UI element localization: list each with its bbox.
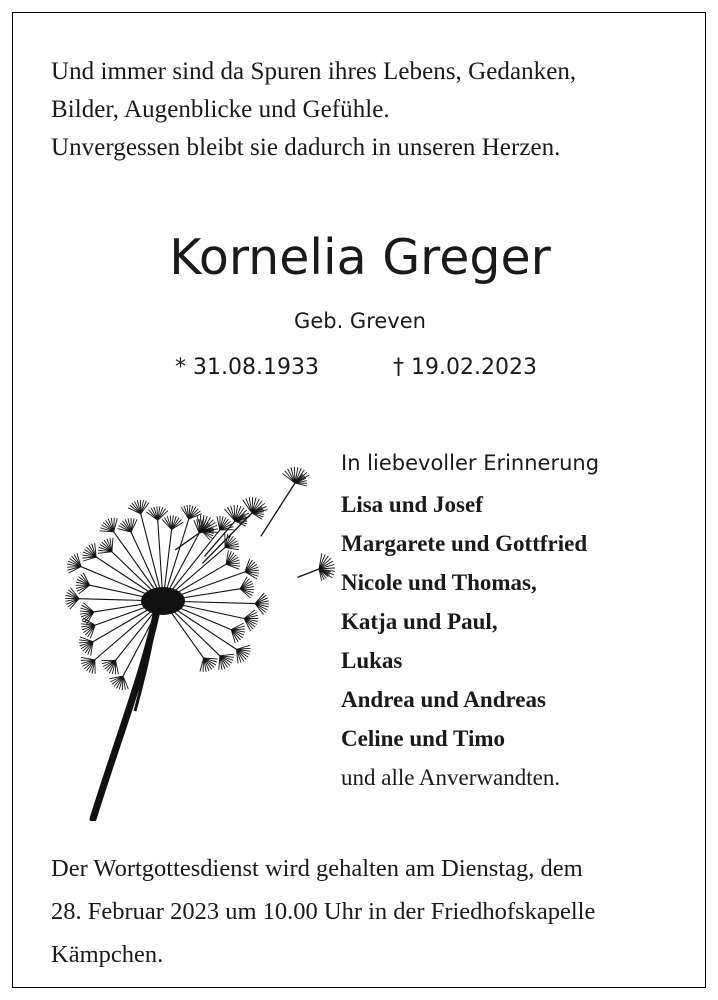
service-line: Kämpchen. — [51, 941, 164, 968]
deceased-name: Kornelia Greger — [169, 229, 551, 286]
mourner-name: Margarete und Gottfried — [341, 531, 588, 556]
quote-line: Unvergessen bleibt sie dadurch in unseren Herzen. — [51, 134, 561, 161]
service-notice — [51, 847, 691, 976]
birth-name: Geb. Greven — [294, 309, 426, 333]
service-line: Der Wortgottesdienst wird gehalten am Dienstag, dem — [51, 855, 583, 882]
mourner-name: Katja und Paul, — [341, 609, 498, 634]
dandelion-icon — [47, 461, 337, 821]
mourner-name: Nicole und Thomas, — [341, 570, 537, 595]
mourner-name: Andrea und Andreas — [341, 687, 546, 712]
birth-date: * 31.08.1933 — [175, 355, 319, 380]
mourners-intro: In liebevoller Erinnerung — [341, 451, 600, 475]
mourners-closing: und alle Anverwandten. — [341, 765, 561, 790]
quote-line: Und immer sind da Spuren ihres Lebens, Gedanken, — [51, 58, 577, 85]
quote-line: Bilder, Augenblicke und Gefühle. — [51, 96, 390, 123]
service-line: 28. Februar 2023 um 10.00 Uhr in der Friedhofskapelle — [51, 898, 596, 925]
mourner-name: Lisa und Josef — [341, 492, 483, 517]
mourners-list — [341, 447, 701, 797]
mourner-name: Celine und Timo — [341, 726, 506, 751]
mourner-name: Lukas — [341, 648, 403, 673]
memorial-quote — [51, 53, 691, 167]
obituary-notice — [12, 12, 706, 988]
death-date: † 19.02.2023 — [393, 355, 537, 380]
